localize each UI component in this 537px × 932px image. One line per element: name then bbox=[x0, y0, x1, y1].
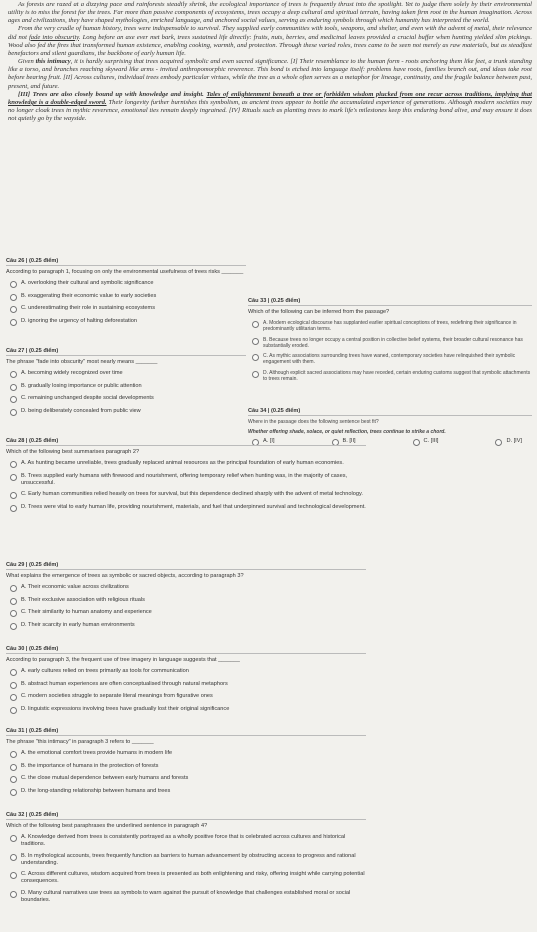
answer-option[interactable] bbox=[10, 622, 366, 630]
answer-option[interactable] bbox=[10, 788, 366, 796]
passage-text: Tales of enlightenment beneath a tree or forbidden wisdom plucked from one recur across traditions, implying that knowledge is a double-edged sword. bbox=[8, 90, 532, 106]
radio-button[interactable] bbox=[10, 505, 17, 512]
radio-button[interactable] bbox=[10, 682, 17, 689]
answer-option[interactable] bbox=[10, 693, 366, 701]
answer-option[interactable] bbox=[10, 318, 246, 326]
option-label: D. Trees were vital to early human life, providing nourishment, materials, and fuel that underpinned survival and technological development. bbox=[21, 503, 366, 510]
option-label: D. [IV] bbox=[506, 438, 522, 444]
option-label: C. Early human communities relied heavily on trees for survival, but this dependence declined sharply with the advent of metal technology. bbox=[21, 491, 363, 497]
answer-option[interactable] bbox=[413, 438, 439, 446]
option-label: A. the emotional comfort trees provide humans in modern life bbox=[21, 750, 173, 756]
question-30 bbox=[6, 646, 366, 718]
answer-option[interactable] bbox=[10, 383, 246, 391]
answer-option[interactable] bbox=[10, 763, 366, 771]
radio-button[interactable] bbox=[10, 694, 17, 701]
option-label: D. the long-standing relationship between humans and trees bbox=[21, 787, 171, 794]
option-label: D. Many cultural narratives use trees as symbols to warn against the pursuit of knowledge that challenges established moral or social boundaries. bbox=[21, 889, 351, 903]
passage-text: As forests are razed at a dizzying pace and rainforests steadily shrink, the ecological importance of trees is frequently thrust into the spotlight. Yet to judge them solely by their environmental utility is to miss the forest for the trees. Far more than passive components of ecosystems, trees occupy a deep cultural and spiritual terrain, having taken firm root in the human imagination. Across ages and civilizations, they have shaped mythologies, enriched language, and anchored social values, serving as enduring symbols through which humanity has interpreted the world. bbox=[8, 1, 532, 25]
answer-option[interactable] bbox=[10, 834, 366, 848]
radio-button[interactable] bbox=[10, 492, 17, 499]
option-label: B. gradually losing importance or public attention bbox=[21, 382, 142, 389]
radio-button[interactable] bbox=[10, 610, 17, 617]
paragraph-3 bbox=[8, 58, 532, 91]
radio-button[interactable] bbox=[10, 474, 17, 481]
answer-option[interactable] bbox=[10, 706, 366, 714]
answer-option[interactable] bbox=[10, 473, 366, 487]
question-28 bbox=[6, 438, 366, 516]
option-label: B. abstract human experiences are often conceptualised through natural metaphors bbox=[21, 680, 228, 687]
options bbox=[6, 280, 246, 326]
question-header: Câu 31 | (0.25 điểm) bbox=[6, 728, 59, 734]
options bbox=[6, 834, 366, 904]
question-header: Câu 29 | (0.25 điểm) bbox=[6, 562, 59, 568]
option-label: C. remaining unchanged despite social developments bbox=[21, 395, 154, 401]
radio-button[interactable] bbox=[10, 835, 17, 842]
passage-text: From the very cradle of human history, trees were indispensable to survival. They supplied early communities with tools, weapons, and shelter, and even with the advent of metal, their relevance did not bbox=[8, 25, 532, 41]
question-header: Câu 33 | (0.25 điểm) bbox=[248, 298, 301, 304]
passage-text: this intimacy bbox=[35, 58, 71, 66]
question-33 bbox=[248, 298, 532, 386]
answer-option[interactable] bbox=[10, 584, 366, 592]
radio-button[interactable] bbox=[10, 396, 17, 403]
question-stem: Which of the following can be inferred from the passage? bbox=[248, 309, 390, 315]
option-label: B. In mythological accounts, trees frequently function as barriers to human advancement by obstructing access to progress and rational understanding. bbox=[21, 852, 356, 866]
answer-option[interactable] bbox=[495, 438, 522, 446]
option-label: B. Their exclusive association with religious rituals bbox=[21, 596, 145, 603]
option-label: C. Their similarity to human anatomy and experience bbox=[21, 609, 152, 615]
option-label: C. [III] bbox=[423, 438, 439, 444]
answer-option[interactable] bbox=[252, 370, 532, 382]
answer-option[interactable] bbox=[10, 609, 366, 617]
passage-text: Their longevity further burnishes this symbolism, as ancient trees appear to bottle the accumulated experience of generations. Although modern societies may no longer cloak trees in mythic reverence, emotional ties remain deeply ingrained. [IV] Rituals such as planting trees to mark life's milestones keep this enduring bond alive, and may ensure it does not quietly go by the wayside. bbox=[8, 98, 532, 123]
answer-option[interactable] bbox=[10, 668, 366, 676]
option-label: D. being deliberately concealed from public view bbox=[21, 407, 141, 414]
question-header: Câu 27 | (0.25 điểm) bbox=[6, 348, 59, 354]
answer-option[interactable] bbox=[10, 491, 366, 499]
radio-button[interactable] bbox=[252, 321, 259, 328]
answer-option[interactable] bbox=[10, 853, 366, 867]
option-label: B. Because trees no longer occupy a central position in collective belief systems, their broader cultural resonance has substantially eroded. bbox=[263, 336, 523, 349]
question-stem: Which of the following best paraphrases the underlined sentence in paragraph 4? bbox=[6, 823, 208, 829]
option-label: A. Knowledge derived from trees is consistently portrayed as a wholly positive force that is celebrated across cultures and historical traditions. bbox=[21, 834, 346, 847]
option-label: C. the close mutual dependence between early humans and forests bbox=[21, 775, 189, 781]
radio-button[interactable] bbox=[10, 776, 17, 783]
option-label: C. modern societies struggle to separate literal meanings from figurative ones bbox=[21, 693, 213, 699]
option-label: B. the importance of humans in the protection of forests bbox=[21, 762, 159, 769]
question-stem: Which of the following best summarises paragraph 2? bbox=[6, 449, 140, 455]
radio-button[interactable] bbox=[10, 319, 17, 326]
question-header: Câu 26 | (0.25 điểm) bbox=[6, 258, 59, 264]
option-label: D. Although explicit sacred associations may have receded, certain enduring customs suggest that symbolic attachments to trees remain. bbox=[263, 369, 531, 382]
answer-option[interactable] bbox=[252, 353, 532, 365]
passage-text: [III] Trees are also closely bound up with knowledge and insight. bbox=[18, 90, 207, 98]
passage-text: . Long before an axe ever met bark, trees sustained life directly: fruits, nuts, berries, and medicinal leaves provided a crucial buffer when hunting yielded slim pickings. Wood also fed the fires that transformed human existence, enabling cooking, warmth, and protection. Through these varied roles, trees came to be seen not merely as raw materials, but as steadfast benefactors and silent guardians, the backbone of early human life. bbox=[8, 33, 532, 57]
radio-button[interactable] bbox=[495, 439, 502, 446]
radio-button[interactable] bbox=[10, 598, 17, 605]
reading-passage bbox=[8, 1, 532, 123]
options bbox=[6, 750, 366, 796]
question-31 bbox=[6, 728, 366, 800]
option-label: B. Trees supplied early humans with firewood and nourishment, offering temporary relief when hunting was, in the majority of cases, unsuccessful. bbox=[21, 472, 348, 486]
radio-button[interactable] bbox=[10, 669, 17, 676]
option-label: A. [I] bbox=[263, 438, 275, 444]
sentence-to-insert: Whether offering shade, solace, or quiet reflection, trees continue to strike a chord. bbox=[248, 429, 446, 435]
answer-option[interactable] bbox=[10, 681, 366, 689]
option-label: A. overlooking their cultural and symbolic significance bbox=[21, 280, 154, 286]
question-29 bbox=[6, 562, 366, 634]
radio-button[interactable] bbox=[10, 294, 17, 301]
paragraph-1 bbox=[8, 1, 532, 25]
answer-option[interactable] bbox=[10, 460, 366, 468]
option-label: A. As hunting became unreliable, trees gradually replaced animal resources as the principal foundation of early human economies. bbox=[21, 460, 344, 466]
radio-button[interactable] bbox=[10, 707, 17, 714]
radio-button[interactable] bbox=[10, 585, 17, 592]
options bbox=[6, 668, 366, 714]
answer-option[interactable] bbox=[10, 890, 366, 904]
answer-option[interactable] bbox=[10, 395, 246, 403]
question-header: Câu 28 | (0.25 điểm) bbox=[6, 438, 59, 444]
question-header: Câu 34 | (0.25 điểm) bbox=[248, 408, 301, 414]
paragraph-4 bbox=[8, 91, 532, 124]
question-stem: According to paragraph 1, focusing on only the environmental usefulness of trees risks _______ bbox=[6, 269, 244, 275]
passage-text: , it is hardly surprising that trees acquired symbolic and even sacred significance. [I] Their resemblance to the human form - roots anchoring them like feet, a trunk standing like a torso, and branches reaching skyward like arms - invited anthropomorphic reverence. This bond is etched into language itself: problems have roots, families branch out, and ideas take root before bearing fruit. [II] Across cultures, individual trees embody particular virtues, while the tree as a whole often serves as a metaphor for lineage, continuity, and the fragile balance between past, present, and future. bbox=[8, 58, 532, 90]
question-stem: The phrase "this intimacy" in paragraph 3 refers to _______ bbox=[6, 739, 154, 745]
radio-button[interactable] bbox=[10, 281, 17, 288]
question-stem: Where in the passage does the following sentence best fit? bbox=[248, 419, 379, 425]
option-label: B. exaggerating their economic value to early societies bbox=[21, 292, 157, 299]
answer-option[interactable] bbox=[10, 305, 246, 313]
answer-option[interactable] bbox=[10, 280, 246, 288]
radio-button[interactable] bbox=[10, 623, 17, 630]
radio-button[interactable] bbox=[252, 338, 259, 345]
radio-button[interactable] bbox=[10, 751, 17, 758]
question-26 bbox=[6, 258, 246, 330]
options bbox=[6, 584, 366, 630]
radio-button[interactable] bbox=[413, 439, 420, 446]
radio-button[interactable] bbox=[10, 371, 17, 378]
radio-button[interactable] bbox=[10, 384, 17, 391]
option-label: D. ignoring the urgency of halting deforestation bbox=[21, 317, 137, 324]
radio-button[interactable] bbox=[10, 461, 17, 468]
option-label: D. Their scarcity in early human environments bbox=[21, 621, 135, 628]
question-header: Câu 32 | (0.25 điểm) bbox=[6, 812, 59, 818]
option-label: B. [II] bbox=[342, 438, 356, 444]
paragraph-2 bbox=[8, 25, 532, 58]
answer-option[interactable] bbox=[10, 408, 246, 416]
answer-option[interactable] bbox=[10, 370, 246, 378]
question-stem: According to paragraph 3, the frequent use of tree imagery in language suggests that _______ bbox=[6, 657, 240, 663]
option-label: A. becoming widely recognized over time bbox=[21, 370, 123, 376]
radio-button[interactable] bbox=[10, 854, 17, 861]
options bbox=[248, 320, 532, 382]
answer-option[interactable] bbox=[10, 597, 366, 605]
option-label: A. Their economic value across civilizations bbox=[21, 584, 129, 590]
option-label: C. Across different cultures, wisdom acquired from trees is presented as both enlightening and risky, offering insight while carrying potential consequences. bbox=[21, 871, 365, 884]
question-stem: The phrase "fade into obscurity" most nearly means _______ bbox=[6, 359, 158, 365]
radio-button[interactable] bbox=[252, 371, 259, 378]
option-label: D. linguistic expressions involving trees have gradually lost their original significance bbox=[21, 705, 230, 712]
question-header: Câu 30 | (0.25 điểm) bbox=[6, 646, 59, 652]
radio-button[interactable] bbox=[10, 306, 17, 313]
question-27 bbox=[6, 348, 246, 420]
options bbox=[6, 460, 366, 512]
radio-button[interactable] bbox=[10, 891, 17, 898]
option-label: C. underestimating their role in sustaining ecosystems bbox=[21, 305, 156, 311]
radio-button[interactable] bbox=[10, 409, 17, 416]
answer-option[interactable] bbox=[10, 293, 246, 301]
options bbox=[6, 370, 246, 416]
option-label: A. early cultures relied on trees primarily as tools for communication bbox=[21, 668, 189, 674]
answer-option[interactable] bbox=[10, 750, 366, 758]
passage-text: Given bbox=[18, 58, 36, 66]
answer-option[interactable] bbox=[10, 871, 366, 885]
radio-button[interactable] bbox=[252, 354, 259, 361]
option-label: A. Modern ecological discourse has supplanted earlier spiritual conceptions of trees, redefining their significance in predominantly utilitarian terms. bbox=[263, 320, 517, 332]
radio-button[interactable] bbox=[10, 764, 17, 771]
question-32 bbox=[6, 812, 366, 908]
radio-button[interactable] bbox=[10, 789, 17, 796]
answer-option[interactable] bbox=[10, 504, 366, 512]
answer-option[interactable] bbox=[10, 775, 366, 783]
question-stem: What explains the emergence of trees as symbolic or sacred objects, according to paragraph 3? bbox=[6, 573, 244, 579]
passage-text: fade into obscurity bbox=[28, 33, 79, 41]
answer-option[interactable] bbox=[252, 337, 532, 349]
answer-option[interactable] bbox=[252, 320, 532, 332]
option-label: C. As mythic associations surrounding trees have waned, contemporary societies have relinquished their symbolic engagement with them. bbox=[263, 353, 516, 365]
radio-button[interactable] bbox=[10, 872, 17, 879]
